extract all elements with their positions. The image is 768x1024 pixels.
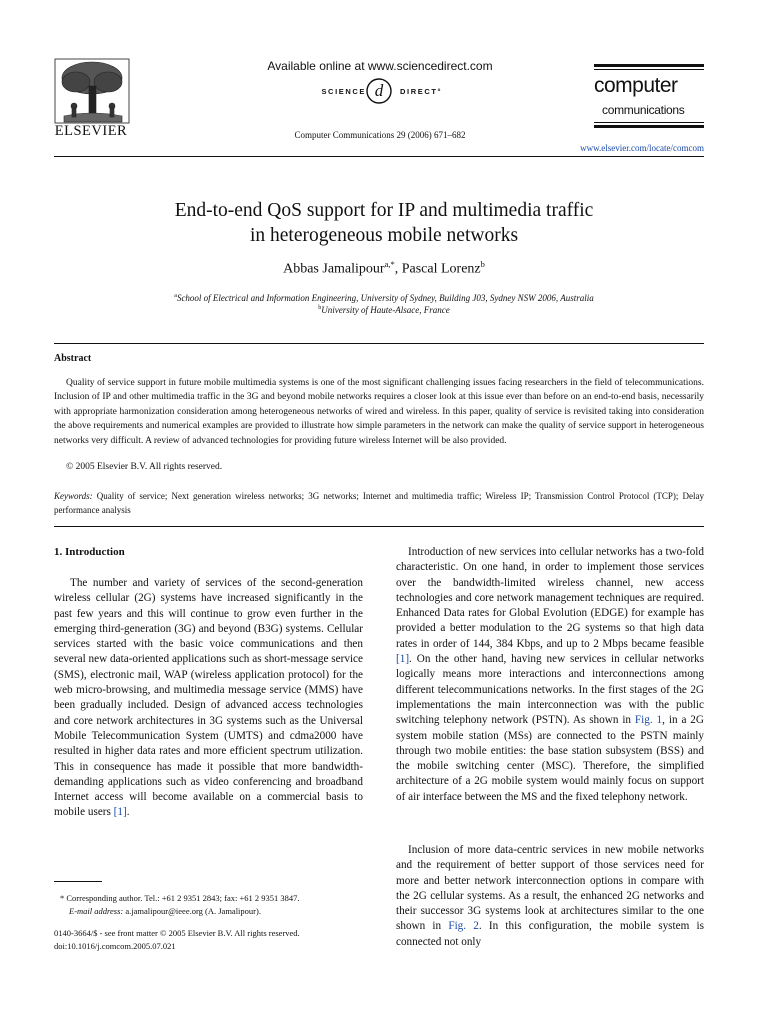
paragraph-text: . In this configuration, the mobile system is connected not only [396, 920, 704, 948]
publisher-name: ELSEVIER [54, 123, 128, 139]
paragraph-text: Introduction of new services into cellular networks has a two-fold characteristic. On one hand, in order to implement those services over the bandwidth-limited wireless channel, new access technologies and core network management techniques are required. Enhanced Data rates for Global Evolution (EDGE) for example has provided a better modulation to the 2G systems so that high data rates in order of 144, 384 Kbps, and up to 2 Mbps became feasible [396, 546, 704, 650]
affiliation-mark: b [318, 305, 322, 311]
author-list [150, 259, 618, 278]
abstract-top-divider [54, 343, 704, 344]
affiliation-text: School of Electrical and Information Engineering, University of Sydney, Building J03, Sydney NSW 2006, Australia [176, 293, 594, 303]
section-heading: 1. Introduction [54, 546, 125, 558]
available-online-link[interactable]: Available online at www.sciencedirect.com [267, 59, 493, 73]
issn-line: 0140-3664/$ - see front matter © 2005 Elsevier B.V. All rights reserved. [54, 928, 300, 938]
doi-line: doi:10.1016/j.comcom.2005.07.021 [54, 941, 176, 951]
body-paragraph [396, 843, 704, 950]
journal-logo-communications: communications [602, 103, 685, 117]
sciencedirect-at-letter: d [374, 81, 384, 100]
paragraph-text: , in a 2G system mobile station (MSs) are connected to the PSTN mainly through two mobile entities: the base station subsystem (BSS) and the mobile switching center (MSC). Therefore, the simplified architecture of a 2G mobile system would mainly focus on support of air interface between the MS and the fixed telephony network. [396, 714, 704, 803]
email-address[interactable]: a.jamalipour@ieee.org (A. Jamalipour). [123, 906, 261, 916]
affiliation-b [80, 305, 688, 315]
affiliation-a [80, 293, 688, 303]
keywords-label: Keywords: [54, 491, 93, 501]
journal-citation: Computer Communications 29 (2006) 671–682 [294, 130, 466, 140]
figure-link[interactable]: Fig. 1 [634, 714, 663, 727]
author-mark[interactable]: a,* [384, 259, 395, 269]
journal-logo-computer: computer [594, 74, 678, 97]
journal-url-link[interactable]: www.elsevier.com/locate/comcom [580, 143, 704, 153]
paragraph-text: Inclusion of more data-centric services in new mobile networks and the requirement of better support of those services need for more and better network interconnection options in compare with the 2G cellular systems. As a result, the enhanced 2G networks and their successor 3G systems look at architectures similar to the one shown in [396, 844, 704, 933]
article-title [100, 198, 668, 248]
paragraph-text: . On the other hand, having new services in cellular networks logically means more interactions and interconnections among different telecommunications networks. In the first stages of the 2G implementations the main interconnection was with the public switching telephony network (PSTN). As shown in [396, 653, 704, 727]
sciencedirect-left: SCIENCE [321, 87, 366, 96]
journal-logo-rule [594, 69, 704, 70]
email-footnote [69, 905, 364, 918]
author-mark[interactable]: b [480, 259, 485, 269]
title-line-2: in heterogeneous mobile networks [249, 225, 519, 246]
abstract-heading: Abstract [54, 353, 92, 364]
abstract-bottom-divider [54, 526, 704, 527]
title-line-1: End-to-end QoS support for IP and multimedia traffic [174, 200, 594, 221]
journal-logo-rule [594, 125, 704, 128]
author-separator: , [394, 261, 402, 277]
sciencedirect-at-icon [364, 76, 394, 106]
author-name: Pascal Lorenz [401, 261, 481, 277]
reference-link[interactable]: [1] [396, 653, 410, 666]
affiliation-text: University of Haute-Alsace, France [321, 305, 450, 315]
figure-link[interactable]: Fig. 2 [448, 920, 479, 933]
reference-link[interactable]: [1] [113, 806, 127, 819]
paragraph-text: The number and variety of services of the second-generation wireless cellular (2G) systems have increased significantly in the past few years and this will continue to grow even further in the emerging third-generation (3G) and beyond (B3G) systems. Cellular services started with the basic voice communications and then several new data-oriented applications such as short-message service (SMS), electronic mail, WAP (wireless application protocol) for the web micro-browsing, and multimedia message service (MMS) have been gradually included. Design of advanced access technologies and core network architectures in 3G systems such as the Universal Mobile Telecommunication System (UMTS) and cdma2000 have resulted in higher data rates and more efficient spectrum utilization. This in consequence has made it possible that more bandwidth-demanding applications such as video conferencing and broadband Internet access will become available on a commercial basis to mobile users [54, 577, 363, 819]
footnote-divider [54, 881, 102, 882]
body-paragraph [396, 545, 704, 805]
journal-logo-rule [594, 122, 704, 123]
journal-logo-rule [594, 64, 704, 67]
sciencedirect-right: DIRECT° [400, 87, 443, 96]
keywords-text: Quality of service; Next generation wireless networks; 3G networks; Internet and multimedia traffic; Wireless IP; Transmission Control Protocol (TCP); Delay performance analysis [54, 491, 704, 515]
paragraph-text: . [126, 806, 130, 819]
keywords [54, 490, 704, 517]
abstract-body: Quality of service support in future mobile multimedia systems is one of the most significant challenging issues facing researchers in the field of telecommunications. Inclusion of IP and other multimedia traffic in the 3G and beyond mobile networks requires a closer look at this issue ever than before on an end-to-end basis, necessarily with appropriate harmonization consideration among heterogeneous networks of wired and wireless. In this paper, quality of service is revisited taking into consideration the above requirements and numerical examples are provided to illustrate how simple parameters in the network can make the quality of service support in heterogeneous networks very difficult. A review of advanced technologies for providing future wireless Internet will be also provided. [54, 378, 704, 446]
intro-paragraph [54, 576, 363, 821]
sciencedirect-logo [260, 78, 500, 108]
corresponding-author-footnote: * Corresponding author. Tel.: +61 2 9351 2843; fax: +61 2 9351 3847. [60, 893, 300, 903]
affiliation-mark: a [174, 293, 177, 299]
email-label: E-mail address: [69, 906, 124, 916]
author-name: Abbas Jamalipour [283, 261, 385, 277]
abstract-copyright: © 2005 Elsevier B.V. All rights reserved. [66, 462, 223, 472]
header-divider [54, 156, 704, 157]
